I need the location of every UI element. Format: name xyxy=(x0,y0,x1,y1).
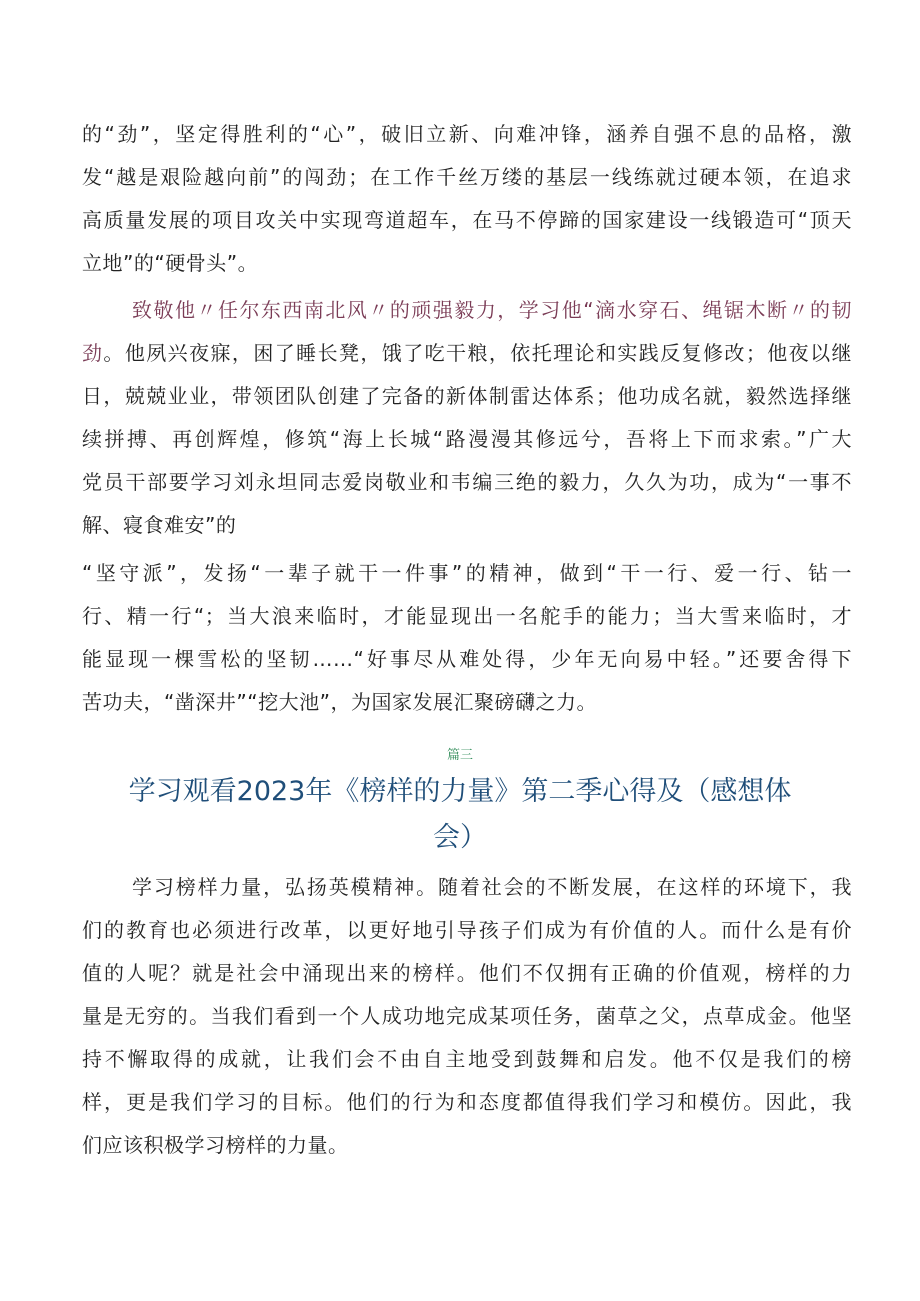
section-title-line-1: 学习观看2023年《榜样的力量》第二季心得及（感想体 xyxy=(128,776,792,807)
para3-line-3: 值的人呢？就是社会中涌现出来的榜样。他们不仅拥有正确的价值观，榜样的力 xyxy=(82,961,852,985)
para2-line-6: 解、寝食难安”的 xyxy=(82,513,237,537)
para3-line-6: 样，更是我们学习的目标。他们的行为和态度都值得我们学习和模仿。因此，我 xyxy=(82,1090,852,1114)
para3-line-5: 持不懈取得的成就，让我们会不由自主地受到鼓舞和启发。他不仅是我们的榜 xyxy=(82,1047,852,1071)
para3-line-4: 量是无穷的。当我们看到一个人成功地完成某项任务，菌草之父，点草成金。他坚 xyxy=(82,1004,852,1028)
para2-line-2-highlight: 劲 xyxy=(82,341,104,365)
para2-line-5: 党员干部要学习刘永坦同志爱岗敬业和韦编三绝的毅力，久久为功，成为“一事不 xyxy=(82,470,852,494)
para1-line-3: 高质量发展的项目攻关中实现弯道超车，在马不停蹄的国家建设一线锻造可“顶天 xyxy=(82,208,852,232)
para2-line-3: 日，兢兢业业，带领团队创建了完备的新体制雷达体系；他功成名就，毅然选择继 xyxy=(82,384,852,408)
para3-line-7: 们应该积极学习榜样的力量。 xyxy=(82,1133,349,1157)
para3-line-1: 学习榜样力量，弘扬英模精神。随着社会的不断发展，在这样的环境下，我 xyxy=(132,875,852,899)
para2-line-7: “坚守派”，发扬“一辈子就干一件事”的精神，做到“干一行、爱一行、钻一 xyxy=(82,561,852,585)
para2-line-10: 苦功夫，“凿深井”“挖大池”，为国家发展汇聚磅礴之力。 xyxy=(82,690,597,714)
para2-line-8: 行、精一行“；当大浪来临时，才能显现出一名舵手的能力；当大雪来临时，才 xyxy=(82,604,852,628)
para1-line-4: 立地”的“硬骨头”。 xyxy=(82,251,259,275)
section-title-line-2: 会） xyxy=(433,822,487,853)
section-label: 篇三 xyxy=(446,748,473,763)
para2-line-2-rest: 。他夙兴夜寐，困了睡长凳，饿了吃干粮，依托理论和实践反复修改；他夜以继 xyxy=(103,341,853,365)
para2-line-4: 续拼搏、再创辉煌，修筑“海上长城“路漫漫其修远兮，吾将上下而求索。”广大 xyxy=(82,427,852,451)
para2-line-9: 能显现一棵雪松的坚韧……“好事尽从难处得，少年无向易中轻。”还要舍得下 xyxy=(82,647,852,671)
para1-line-2: 发“越是艰险越向前”的闯劲；在工作千丝万缕的基层一线练就过硬本领，在追求 xyxy=(82,165,852,189)
para1-line-1: 的“劲”，坚定得胜利的“心”，破旧立新、向难冲锋，涵养自强不息的品格，激 xyxy=(82,122,852,146)
para2-line-2 xyxy=(82,339,852,367)
para2-line-1-highlight: 致敬他〃任尔东西南北风〃的顽强毅力，学习他“滴水穿石、绳锯木断〃的韧 xyxy=(132,298,852,322)
para3-line-2: 们的教育也必须进行改革，以更好地引导孩子们成为有价值的人。而什么是有价 xyxy=(82,918,852,942)
